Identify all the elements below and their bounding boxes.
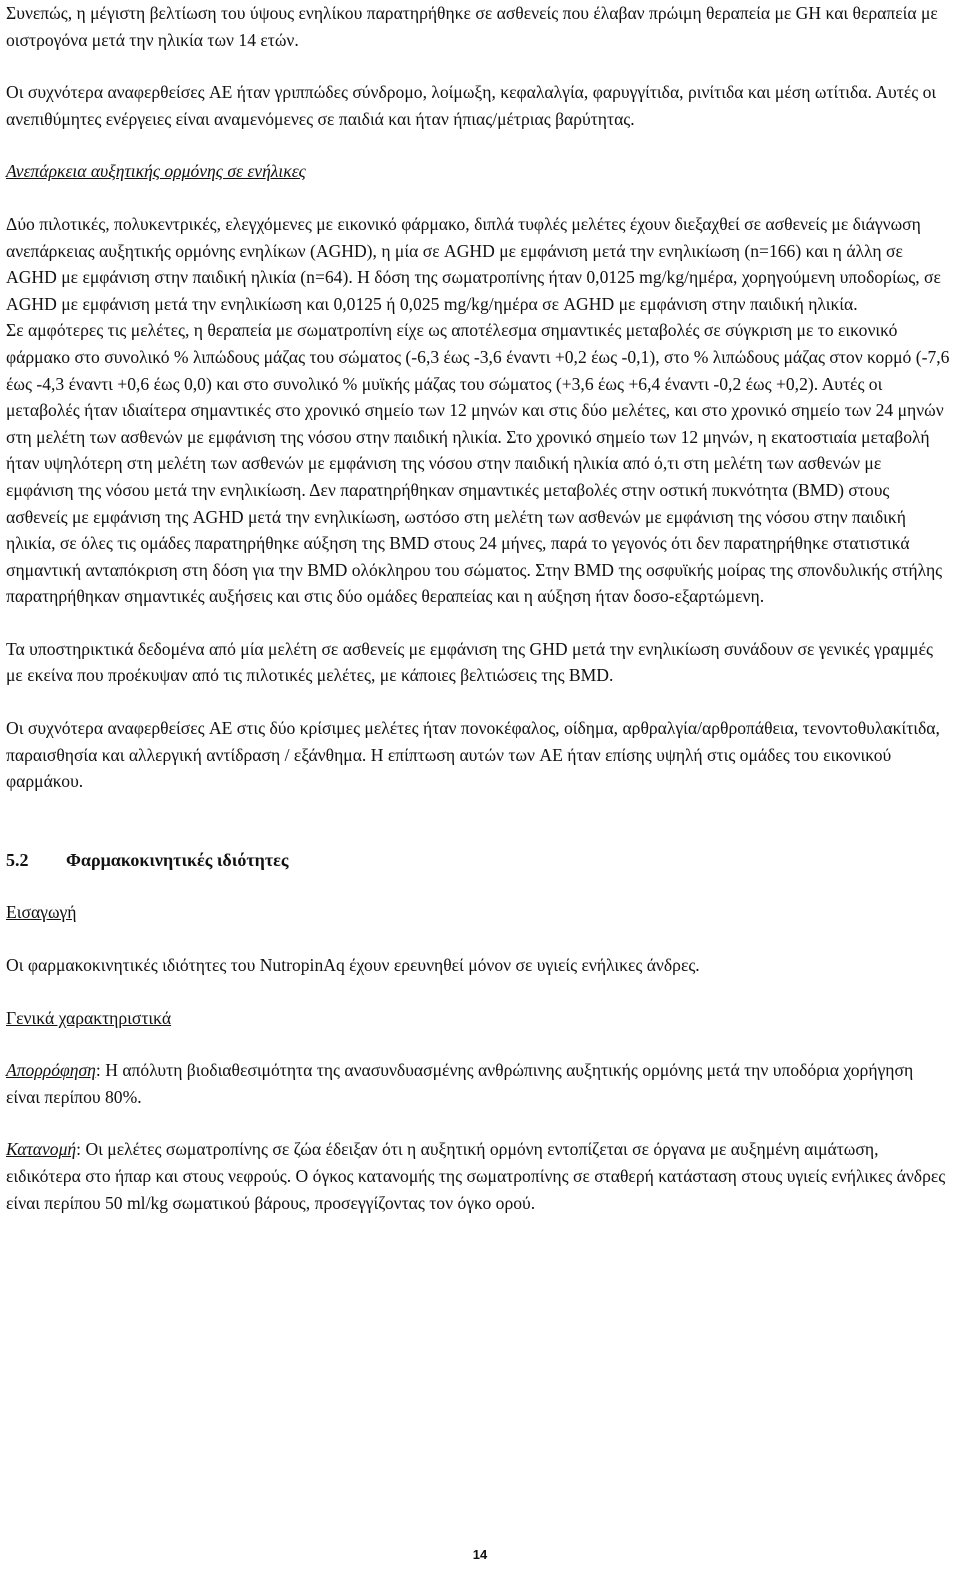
distribution-text: : Οι μελέτες σωματροπίνης σε ζώα έδειξαν ότι η αυξητική ορμόνη εντοπίζεται σε όργανα με αυξημένη αιμάτωση, ειδικότερα στο ήπαρ και στους νεφρούς. Ο όγκος κατανομής της σωματροπίνης σε σταθερή κατάσταση στους υγιείς ενήλικες άνδρες είναι περίπου 50 ml/kg σωματικού βάρους, προσεγγίζοντας τον όγκο ορού. <box>6 1139 946 1213</box>
section-title: Φαρμακοκινητικές ιδιότητες <box>66 849 289 870</box>
paragraph-study-results: Σε αμφότερες τις μελέτες, η θεραπεία με σωματροπίνη είχε ως αποτέλεσμα σημαντικές μεταβολές σε σύγκριση με το εικονικό φάρμακο στο συνολικό % λιπώδους μάζας του σώματος (-6,3 έως -3,6 έναντι +0,2 έως -0,1), στο % λιπώδους μάζας στον κορμό (-7,6 έως -4,3 έναντι +0,6 έως 0,0) και στο συνολικό % μυϊκής μάζας του σώματος (+3,6 έως +6,4 έναντι -0,2 έως +0,2). Αυτές οι μεταβολές ήταν ιδιαίτερα σημαντικές στο χρονικό σημείο των 12 μηνών και στις δύο μελέτες, και στο χρονικό σημείο των 24 μηνών στη μελέτη των ασθενών με εμφάνιση της νόσου στην παιδική ηλικία. Στο χρονικό σημείο των 12 μηνών, η εκατοστιαία μεταβολή ήταν υψηλότερη στη μελέτη των ασθενών με εμφάνιση της νόσου στην παιδική ηλικία από ό,τι στη μελέτη των ασθενών με εμφάνιση της νόσου μετά την ενηλικίωση. Δεν παρατηρήθηκαν σημαντικές μεταβολές στην οστική πυκνότητα (BMD) στους ασθενείς με εμφάνιση της AGHD μετά την ενηλικίωση, ωστόσο στη μελέτη των ασθενών με εμφάνιση της νόσου στην παιδική ηλικία, σε όλες τις ομάδες παρατηρήθηκε αύξηση της BMD στους 24 μήνες, παρά το γεγονός ότι δεν παρατηρήθηκε στατιστικά σημαντική ανταπόκριση στη δόση για την BMD ολόκληρου του σώματος. Στην BMD της οσφυϊκής μοίρας της σπονδυλικής στήλης παρατηρήθηκαν σημαντικές αυξήσεις και στις δύο ομάδες θεραπείας και η αύξηση ήταν δοσο-εξαρτώμενη. <box>6 320 950 607</box>
section-heading <box>6 847 950 874</box>
paragraph-supportive-data: Τα υποστηρικτικά δεδομένα από μία μελέτη σε ασθενείς με εμφάνιση της GHD μετά την ενηλικίωση συνάδουν σε γενικές γραμμές με εκείνα που προέκυψαν από τις πιλοτικές μελέτες, με κάποιες βελτιώσεις της BMD. <box>6 638 933 686</box>
subheading-adult-gh-deficiency: Ανεπάρκεια αυξητικής ορμόνης σε ενήλικες <box>6 161 306 182</box>
subheading-general-characteristics: Γενικά χαρακτηριστικά <box>6 1007 172 1028</box>
section-number: 5.2 <box>6 849 29 870</box>
paragraph-adverse-events-adults: Οι συχνότερα αναφερθείσες AE στις δύο κρίσιμες μελέτες ήταν πονοκέφαλος, οίδημα, αρθραλγία/αρθροπάθεια, τενοντοθυλακίτιδα, παραισθησία και αλλεργική αντίδραση / εξάνθημα. Η επίπτωση αυτών των AE ήταν επίσης υψηλή στις ομάδες του εικονικού φαρμάκου. <box>6 718 940 792</box>
absorption-label: Απορρόφηση <box>6 1060 96 1081</box>
subheading-introduction: Εισαγωγή <box>6 902 77 923</box>
document-page <box>6 0 950 1216</box>
paragraph-absorption <box>6 1057 950 1110</box>
absorption-text: : Η απόλυτη βιοδιαθεσιμότητα της ανασυνδυασμένης ανθρώπινης αυξητικής ορμόνης μετά την υποδόρια χορήγηση είναι περίπου 80%. <box>6 1060 914 1107</box>
paragraph-introduction: Οι φαρμακοκινητικές ιδιότητες του NutropinAq έχουν ερευνηθεί μόνον σε υγιείς ενήλικες άνδρες. <box>6 955 700 976</box>
page-number: 14 <box>472 1547 488 1562</box>
distribution-label: Κατανομή <box>6 1139 77 1160</box>
paragraph-adverse-events-children: Οι συχνότερα αναφερθείσες AE ήταν γριππώδες σύνδρομο, λοίμωξη, κεφαλαλγία, φαρυγγίτιδα, ρινίτιδα και μέση ωτίτιδα. Αυτές οι ανεπιθύμητες ενέργειες είναι αναμενόμενες σε παιδιά και ήταν ήπιας/μέτριας βαρύτητας. <box>6 82 937 129</box>
paragraph-pilot-studies: Δύο πιλοτικές, πολυκεντρικές, ελεγχόμενες με εικονικό φάρμακο, διπλά τυφλές μελέτες έχουν διεξαχθεί σε ασθενείς με διάγνωση ανεπάρκειας αυξητικής ορμόνης ενηλίκων (AGHD), η μία σε AGHD με εμφάνιση μετά την ενηλικίωση (n=166) και η άλλη σε AGHD με εμφάνιση στην παιδική ηλικία (n=64). Η δόση της σωματροπίνης ήταν 0,0125 mg/kg/ημέρα, χορηγούμενη υποδορίως, σε AGHD με εμφάνιση μετά την ενηλικίωση και 0,0125 ή 0,025 mg/kg/ημέρα σε AGHD με εμφάνιση στην παιδική ηλικία. <box>6 213 941 314</box>
paragraph-adult-height: Συνεπώς, η μέγιστη βελτίωση του ύψους ενηλίκου παρατηρήθηκε σε ασθενείς που έλαβαν πρώιμη θεραπεία με GH και θεραπεία με οιστρογόνα μετά την ηλικία των 14 ετών. <box>6 3 938 50</box>
paragraph-distribution <box>6 1136 950 1216</box>
